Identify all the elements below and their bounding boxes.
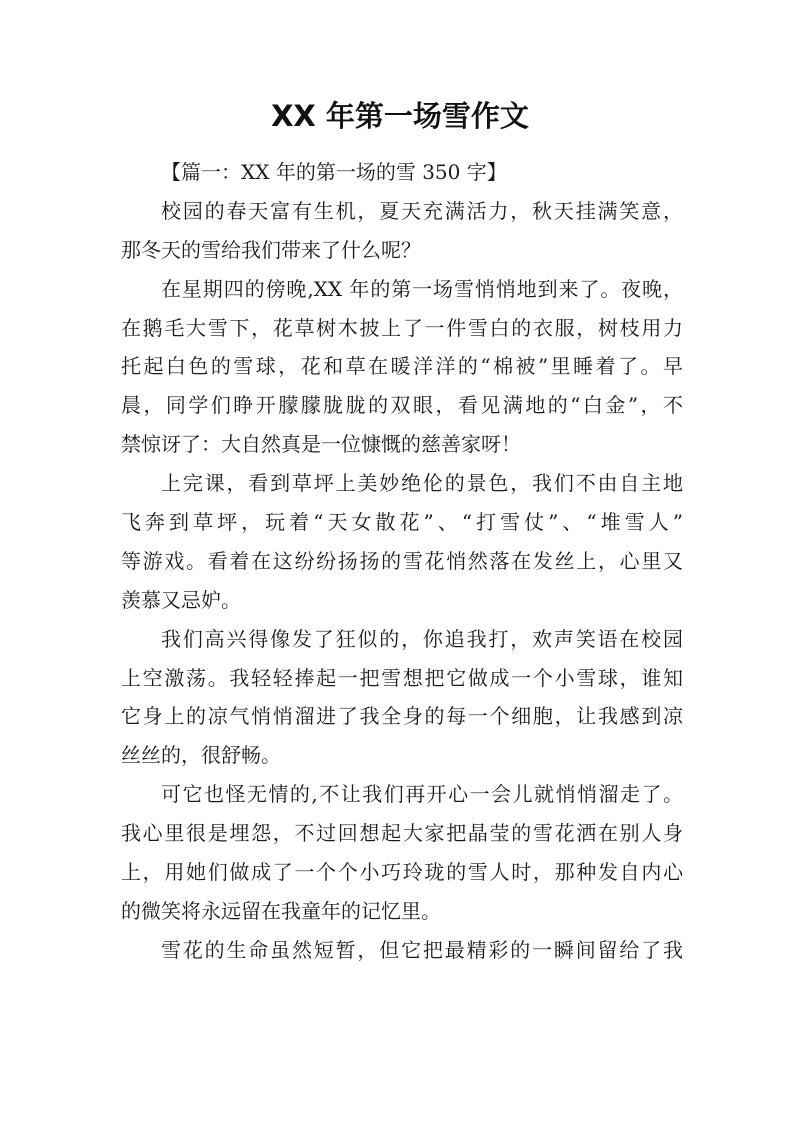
paragraph-1-line-2: 那冬天的雪给我们带来了什么呢？ [121,237,421,262]
paragraph-5-line-1: 可它也怪无情的,不让我们再开心一会儿就悄悄溜走了。 [161,782,683,807]
paragraph-5-line-4: 的微笑将永远留在我童年的记忆里。 [121,898,441,923]
section-heading: 【篇一：XX 年的第一场的雪 350 字】 [161,160,507,184]
paragraph-2-line-2: 在鹅毛大雪下，花草树木披上了一件雪白的衣服，树枝用力 [121,315,683,340]
paragraph-6-line-1: 雪花的生命虽然短暂，但它把最精彩的一瞬间留给了我 [161,937,683,962]
paragraph-2-line-1: 在星期四的傍晚,XX 年的第一场雪悄悄地到来了。夜晚， [161,276,683,301]
paragraph-3-line-3: 等游戏。看着在这纷纷扬扬的雪花悄然落在发丝上，心里又 [121,548,683,573]
paragraph-3-line-4: 羡慕又忌妒。 [121,587,241,612]
paragraph-3-line-1: 上完课，看到草坪上美妙绝伦的景色，我们不由自主地 [161,471,683,496]
paragraph-4-line-4: 丝丝的，很舒畅。 [121,743,281,768]
paragraph-3-line-2: 飞奔到草坪，玩着“天女散花”、“打雪仗”、“堆雪人” [121,510,683,535]
paragraph-1-line-1: 校园的春天富有生机，夏天充满活力，秋天挂满笑意， [161,198,683,223]
paragraph-2-line-5: 禁惊讶了：大自然真是一位慷慨的慈善家呀！ [121,432,521,457]
document-title: XX 年第一场雪作文 [271,99,529,133]
paragraph-4-line-2: 上空激荡。我轻轻捧起一把雪想把它做成一个小雪球，谁知 [121,665,683,690]
paragraph-4-line-3: 它身上的凉气悄悄溜进了我全身的每一个细胞，让我感到凉 [121,704,683,729]
paragraph-5-line-2: 我心里很是埋怨，不过回想起大家把晶莹的雪花洒在别人身 [121,821,683,846]
paragraph-2-line-3: 托起白色的雪球，花和草在暖洋洋的“棉被”里睡着了。早 [121,354,683,379]
paragraph-5-line-3: 上，用她们做成了一个个小巧玲珑的雪人时，那种发自内心 [121,860,683,885]
document-body [121,153,683,970]
paragraph-2-line-4: 晨，同学们睁开朦朦胧胧的双眼，看见满地的“白金”，不 [121,393,683,418]
paragraph-4-line-1: 我们高兴得像发了狂似的，你追我打，欢声笑语在校园 [161,626,683,651]
